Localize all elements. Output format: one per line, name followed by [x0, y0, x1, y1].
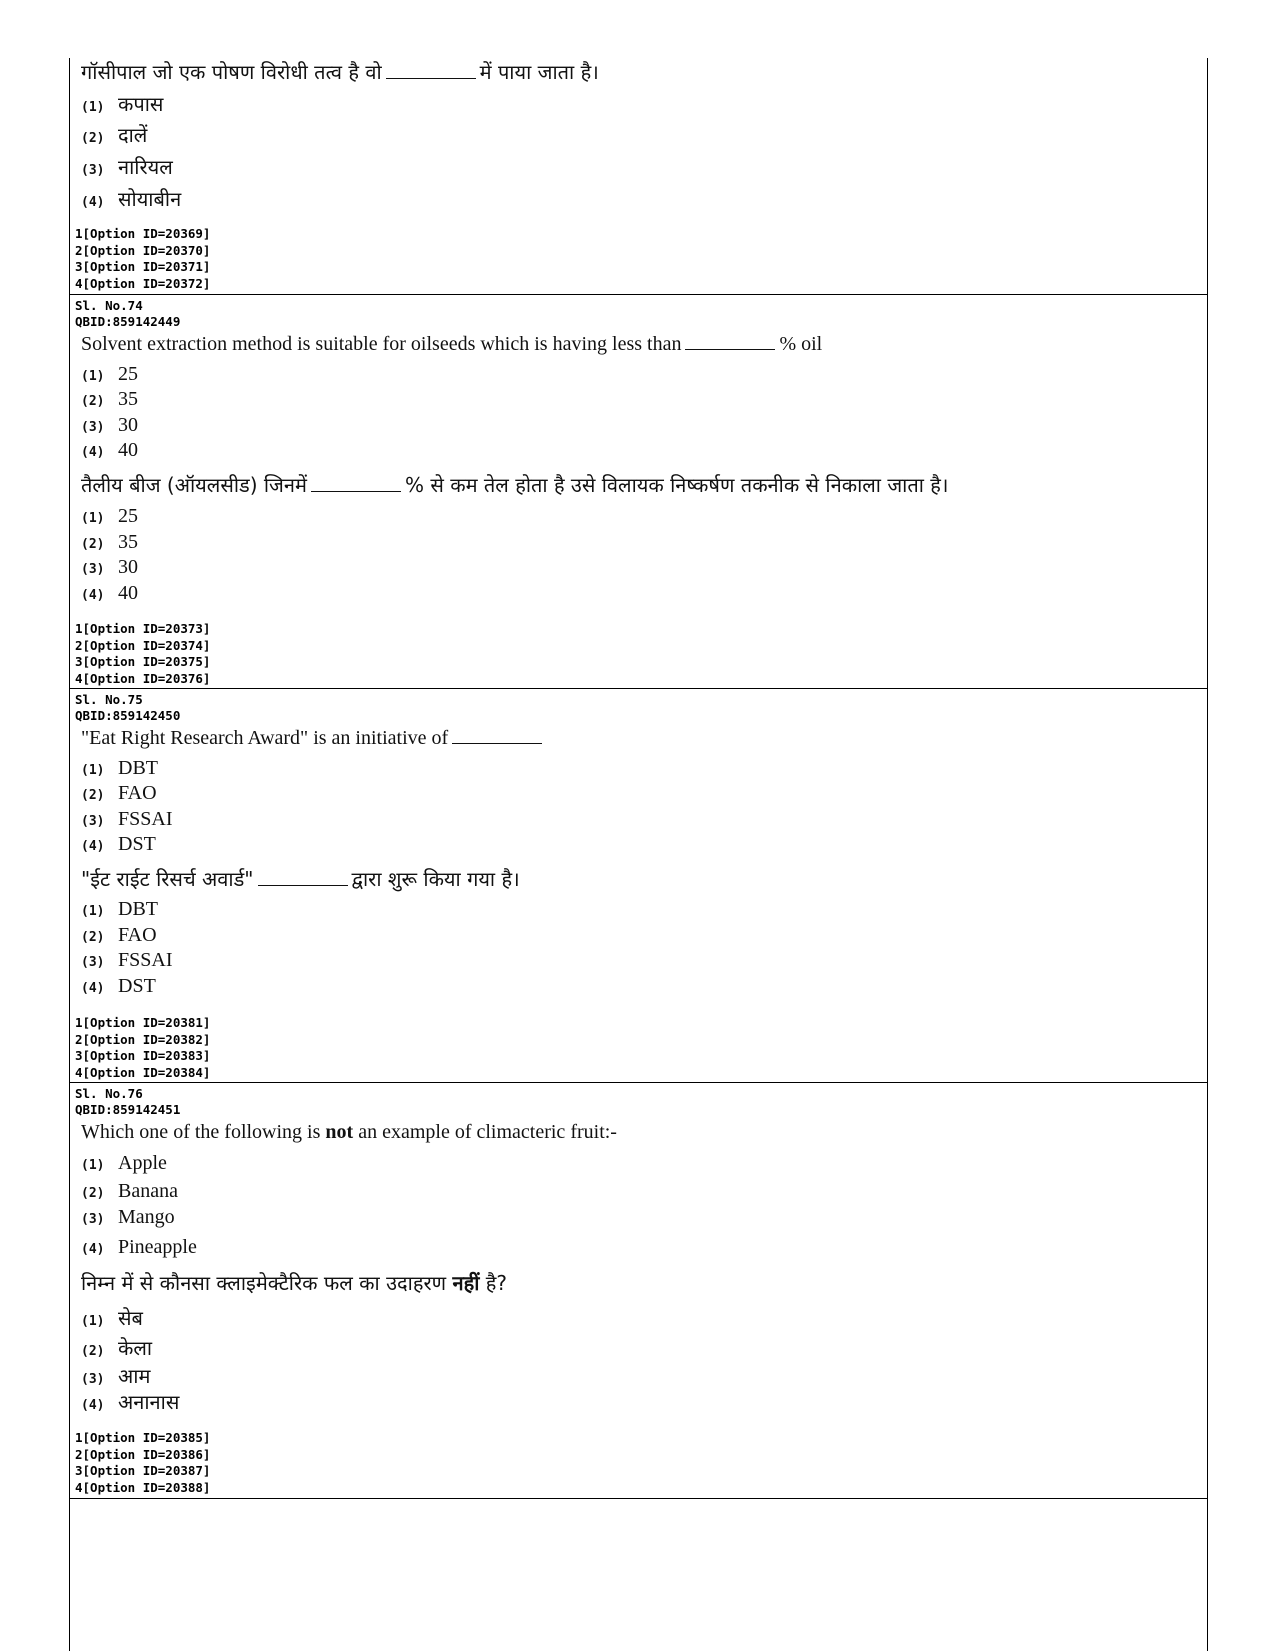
option-number: (4) — [81, 1398, 105, 1413]
qbid: QBID:859142450 — [75, 708, 181, 723]
option-text: 40 — [118, 582, 138, 604]
option-text: DST — [118, 833, 156, 855]
option-text: 25 — [118, 363, 138, 385]
question-text-part: में पाया जाता है। — [479, 60, 599, 84]
option-number: (4) — [81, 588, 105, 603]
serial-number: Sl. No.76 — [75, 1086, 143, 1101]
option-1 — [81, 1304, 143, 1331]
option-4 — [81, 833, 156, 856]
option-text: 35 — [118, 531, 138, 553]
option-id: 3[Option ID=20375] — [75, 654, 211, 669]
option-2 — [81, 531, 138, 554]
divider — [70, 1498, 1207, 1499]
option-number: (3) — [81, 420, 105, 435]
option-number: (3) — [81, 1372, 105, 1387]
option-text: 35 — [118, 388, 138, 410]
option-number: (1) — [81, 1158, 105, 1173]
question-text-hindi — [81, 1269, 507, 1296]
option-number: (4) — [81, 1242, 105, 1257]
question-text-hindi — [81, 865, 520, 892]
answer-blank — [311, 475, 401, 492]
question-text-part: Solvent extraction method is suitable for oilseeds which is having less than — [81, 333, 682, 355]
option-text: Mango — [118, 1206, 175, 1228]
option-3 — [81, 1362, 150, 1389]
option-id: 1[Option ID=20381] — [75, 1015, 211, 1030]
option-2 — [81, 924, 157, 947]
option-2 — [81, 782, 157, 805]
option-number: (3) — [81, 163, 105, 178]
question-text-english — [81, 333, 822, 356]
question-meta — [75, 692, 180, 724]
option-id: 1[Option ID=20373] — [75, 621, 211, 636]
option-id: 1[Option ID=20385] — [75, 1430, 211, 1445]
option-id: 3[Option ID=20383] — [75, 1048, 211, 1063]
option-3 — [81, 1206, 175, 1229]
divider — [70, 688, 1207, 689]
option-number: (1) — [81, 763, 105, 778]
option-4 — [81, 1388, 179, 1415]
question-text-emphasis: not — [325, 1121, 354, 1143]
option-text: दालें — [118, 123, 148, 147]
option-1 — [81, 898, 158, 921]
option-id: 3[Option ID=20371] — [75, 259, 211, 274]
option-3 — [81, 949, 172, 972]
answer-blank — [258, 869, 348, 886]
question-text-part: "Eat Right Research Award" is an initiative of — [81, 727, 449, 749]
option-id: 4[Option ID=20388] — [75, 1479, 211, 1495]
option-number: (4) — [81, 195, 105, 210]
question-text-hindi — [81, 471, 949, 498]
option-text: FSSAI — [118, 949, 173, 971]
option-3 — [81, 414, 138, 437]
question-text-hindi — [81, 58, 599, 85]
option-text: आम — [118, 1364, 151, 1388]
option-id: 2[Option ID=20374] — [75, 637, 211, 653]
option-text: 25 — [118, 505, 138, 527]
question-text-part: तैलीय बीज (ऑयलसीड) जिनमें — [81, 473, 307, 497]
option-ids — [75, 1015, 210, 1081]
option-3 — [81, 556, 138, 579]
option-id: 4[Option ID=20384] — [75, 1064, 211, 1080]
option-number: (1) — [81, 511, 105, 526]
option-ids — [75, 621, 210, 687]
option-2 — [81, 121, 147, 148]
option-text: FAO — [118, 782, 157, 804]
option-text: FAO — [118, 924, 157, 946]
option-number: (2) — [81, 788, 105, 803]
option-ids — [75, 226, 210, 292]
option-text: FSSAI — [118, 808, 173, 830]
option-text: अनानास — [118, 1390, 180, 1414]
option-number: (3) — [81, 562, 105, 577]
question-text-english — [81, 1121, 617, 1144]
option-number: (2) — [81, 131, 105, 146]
option-number: (3) — [81, 814, 105, 829]
option-1 — [81, 757, 158, 780]
option-1 — [81, 363, 138, 386]
question-text-part: Which one of the following is — [81, 1121, 321, 1143]
option-text: कपास — [118, 92, 164, 116]
question-text-part: an example of climacteric fruit:- — [358, 1121, 617, 1143]
option-number: (2) — [81, 930, 105, 945]
serial-number: Sl. No.75 — [75, 692, 143, 707]
question-text-part: गॉसीपाल जो एक पोषण विरोधी तत्व है वो — [81, 60, 382, 84]
option-2 — [81, 1180, 178, 1203]
answer-blank — [685, 333, 775, 350]
option-text: 40 — [118, 439, 138, 461]
option-text: DBT — [118, 757, 158, 779]
question-text-emphasis: नहीं — [452, 1271, 480, 1295]
option-id: 4[Option ID=20376] — [75, 670, 211, 686]
option-text: 30 — [118, 556, 138, 578]
option-number: (1) — [81, 1314, 105, 1329]
option-number: (2) — [81, 394, 105, 409]
option-4 — [81, 439, 138, 462]
question-text-part: द्वारा शुरू किया गया है। — [351, 867, 520, 891]
option-text: DBT — [118, 898, 158, 920]
option-number: (4) — [81, 445, 105, 460]
divider — [70, 294, 1207, 295]
question-meta — [75, 1086, 180, 1118]
option-1 — [81, 505, 138, 528]
option-text: सेब — [118, 1306, 143, 1330]
option-number: (1) — [81, 369, 105, 384]
option-text: 30 — [118, 414, 138, 436]
option-number: (1) — [81, 100, 105, 115]
answer-blank — [386, 62, 476, 79]
option-number: (4) — [81, 981, 105, 996]
divider — [70, 1082, 1207, 1083]
option-text: DST — [118, 975, 156, 997]
option-number: (2) — [81, 1186, 105, 1201]
option-4 — [81, 1236, 197, 1259]
option-number: (1) — [81, 904, 105, 919]
question-text-part: निम्न में से कौनसा क्लाइमेक्टैरिक फल का उदाहरण — [81, 1271, 447, 1295]
option-id: 2[Option ID=20386] — [75, 1446, 211, 1462]
question-text-part: % से कम तेल होता है उसे विलायक निष्कर्षण तकनीक से निकाला जाता है। — [404, 473, 949, 497]
option-number: (2) — [81, 1344, 105, 1359]
question-sheet — [69, 58, 1208, 1651]
option-text: केला — [118, 1336, 153, 1360]
option-number: (4) — [81, 839, 105, 854]
option-id: 3[Option ID=20387] — [75, 1463, 211, 1478]
option-text: सोयाबीन — [118, 187, 182, 211]
option-4 — [81, 975, 156, 998]
qbid: QBID:859142449 — [75, 314, 181, 329]
option-text: Pineapple — [118, 1236, 197, 1258]
qbid: QBID:859142451 — [75, 1102, 181, 1117]
option-number: (3) — [81, 955, 105, 970]
option-text: Apple — [118, 1152, 167, 1174]
option-1 — [81, 1152, 167, 1175]
option-text: Banana — [118, 1180, 178, 1202]
question-text-part: "ईट राईट रिसर्च अवार्ड" — [81, 867, 254, 891]
option-1 — [81, 90, 163, 117]
question-meta — [75, 298, 180, 330]
option-4 — [81, 582, 138, 605]
option-id: 2[Option ID=20382] — [75, 1031, 211, 1047]
option-2 — [81, 388, 138, 411]
option-id: 2[Option ID=20370] — [75, 242, 211, 258]
option-2 — [81, 1334, 152, 1361]
option-4 — [81, 185, 181, 212]
option-3 — [81, 808, 172, 831]
option-number: (3) — [81, 1212, 105, 1227]
question-text-english — [81, 727, 546, 750]
option-id: 1[Option ID=20369] — [75, 226, 211, 241]
option-3 — [81, 153, 173, 180]
serial-number: Sl. No.74 — [75, 298, 143, 313]
question-text-part: % oil — [779, 333, 823, 355]
option-ids — [75, 1430, 210, 1496]
option-id: 4[Option ID=20372] — [75, 275, 211, 291]
question-text-part: है? — [485, 1271, 507, 1295]
answer-blank — [452, 727, 542, 744]
option-number: (2) — [81, 537, 105, 552]
option-text: नारियल — [118, 155, 173, 179]
